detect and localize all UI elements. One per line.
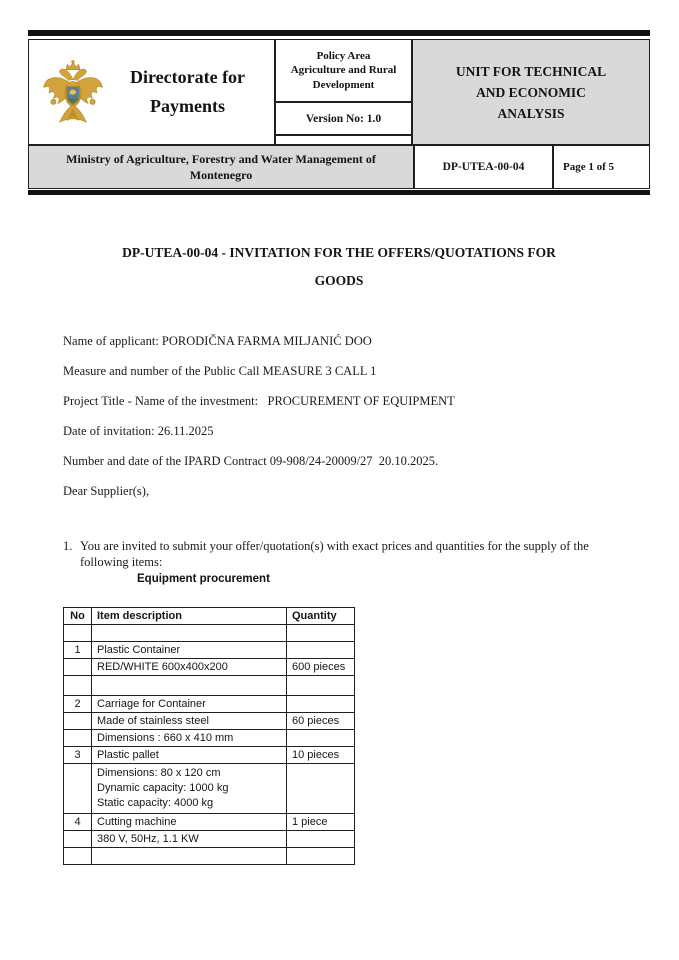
doc-code: DP-UTEA-00-04	[442, 161, 525, 173]
field-measure: Measure and number of the Public Call MEASURE 3 CALL 1	[63, 364, 377, 378]
item-description-cell: Cutting machine	[92, 814, 287, 831]
table-row	[64, 676, 355, 696]
table-row	[64, 713, 355, 730]
item-no-cell	[64, 848, 92, 865]
org-name-line1: Directorate for	[129, 67, 246, 87]
item-description-cell: Dimensions : 660 x 410 mm	[92, 730, 287, 747]
item-no-cell	[64, 713, 92, 730]
item-no-cell	[64, 659, 92, 676]
policy-line3: Development	[312, 78, 375, 91]
items-table-body	[64, 625, 355, 865]
column-header-description: Item description	[92, 608, 287, 625]
field-applicant: Name of applicant: PORODIČNA FARMA MILJANIĆ DOO	[63, 334, 372, 348]
item-quantity-cell	[287, 625, 355, 642]
ministry-cell	[29, 146, 415, 188]
item-no-cell: 3	[64, 747, 92, 764]
item-quantity-cell	[287, 831, 355, 848]
items-table-header-row	[64, 608, 355, 625]
document-title-line2: GOODS	[314, 273, 364, 288]
item-no-cell	[64, 730, 92, 747]
table-row	[64, 814, 355, 831]
item-quantity-cell	[287, 764, 355, 814]
item-description-cell: Dimensions: 80 x 120 cm Dynamic capacity: 1000 kg Static capacity: 4000 kg	[92, 764, 287, 814]
header-row-1	[29, 40, 649, 144]
org-cell	[29, 40, 276, 144]
table-row	[64, 659, 355, 676]
item-description-cell: 380 V, 50Hz, 1.1 KW	[92, 831, 287, 848]
item-quantity-cell: 1 piece	[287, 814, 355, 831]
table-row	[64, 764, 355, 814]
item-no-cell	[64, 625, 92, 642]
unit-cell	[413, 40, 649, 144]
table-row	[64, 831, 355, 848]
document-header	[28, 30, 650, 195]
top-rule	[28, 30, 650, 36]
policy-line2: Agriculture and Rural	[290, 64, 397, 77]
org-name	[105, 63, 274, 121]
ministry-line2: Montenegro	[189, 168, 253, 182]
item-no-cell	[64, 676, 92, 696]
list-item-1	[63, 538, 620, 570]
item-description-cell: Plastic Container	[92, 642, 287, 659]
list-item-text: You are invited to submit your offer/quotation(s) with exact prices and quantities for the supply of the following items:	[80, 539, 589, 569]
policy-area-cell	[276, 40, 411, 103]
version-cell	[276, 103, 411, 136]
bottom-rule	[28, 190, 650, 195]
table-row	[64, 696, 355, 713]
item-description-cell: Made of stainless steel	[92, 713, 287, 730]
item-quantity-cell	[287, 848, 355, 865]
item-description-cell	[92, 625, 287, 642]
field-project-title: Project Title - Name of the investment: PROCUREMENT OF EQUIPMENT	[63, 394, 455, 408]
header-row-2	[29, 144, 649, 188]
page-info: Page 1 of 5	[563, 161, 615, 173]
item-quantity-cell	[287, 730, 355, 747]
list-item-number: 1.	[63, 539, 73, 553]
table-row	[64, 730, 355, 747]
unit-line3: ANALYSIS	[497, 105, 565, 121]
page-info-cell	[554, 146, 649, 188]
org-name-line2: Payments	[150, 96, 225, 116]
version-label: Version No: 1.0	[305, 112, 382, 125]
column-header-no: No	[64, 608, 92, 625]
item-no-cell: 2	[64, 696, 92, 713]
item-description-cell	[92, 848, 287, 865]
document-body	[63, 333, 620, 587]
header-grid	[28, 39, 650, 189]
table-row	[64, 848, 355, 865]
salutation: Dear Supplier(s),	[63, 484, 150, 498]
field-invitation-date: Date of invitation: 26.11.2025	[63, 424, 214, 438]
item-no-cell	[64, 764, 92, 814]
policy-line1: Policy Area	[316, 49, 371, 62]
item-no-cell: 4	[64, 814, 92, 831]
unit-line1: UNIT FOR TECHNICAL	[455, 63, 607, 79]
ministry-line1: Ministry of Agriculture, Forestry and Water Management of	[66, 152, 376, 166]
items-table-caption: Equipment procurement	[137, 573, 270, 585]
item-quantity-cell	[287, 696, 355, 713]
item-quantity-cell: 600 pieces	[287, 659, 355, 676]
item-quantity-cell: 60 pieces	[287, 713, 355, 730]
montenegro-coat-of-arms-icon	[41, 57, 105, 127]
field-ipard-contract: Number and date of the IPARD Contract 09-908/24-20009/27 20.10.2025.	[63, 454, 439, 468]
unit-line2: AND ECONOMIC	[476, 84, 586, 100]
item-no-cell: 1	[64, 642, 92, 659]
item-quantity-cell	[287, 676, 355, 696]
mid-filler	[276, 136, 411, 144]
item-no-cell	[64, 831, 92, 848]
item-quantity-cell	[287, 642, 355, 659]
item-quantity-cell: 10 pieces	[287, 747, 355, 764]
column-header-quantity: Quantity	[287, 608, 355, 625]
table-row	[64, 747, 355, 764]
document-title-line1: DP-UTEA-00-04 - INVITATION FOR THE OFFERS/QUOTATIONS FOR	[122, 245, 556, 260]
item-description-cell: Carriage for Container	[92, 696, 287, 713]
item-description-cell: Plastic pallet	[92, 747, 287, 764]
table-row	[64, 642, 355, 659]
items-table	[63, 607, 355, 865]
table-row	[64, 625, 355, 642]
doc-code-cell	[415, 146, 554, 188]
item-description-cell: RED/WHITE 600x400x200	[92, 659, 287, 676]
document-title	[28, 239, 650, 295]
item-description-cell	[92, 676, 287, 696]
policy-version-cell	[276, 40, 413, 144]
